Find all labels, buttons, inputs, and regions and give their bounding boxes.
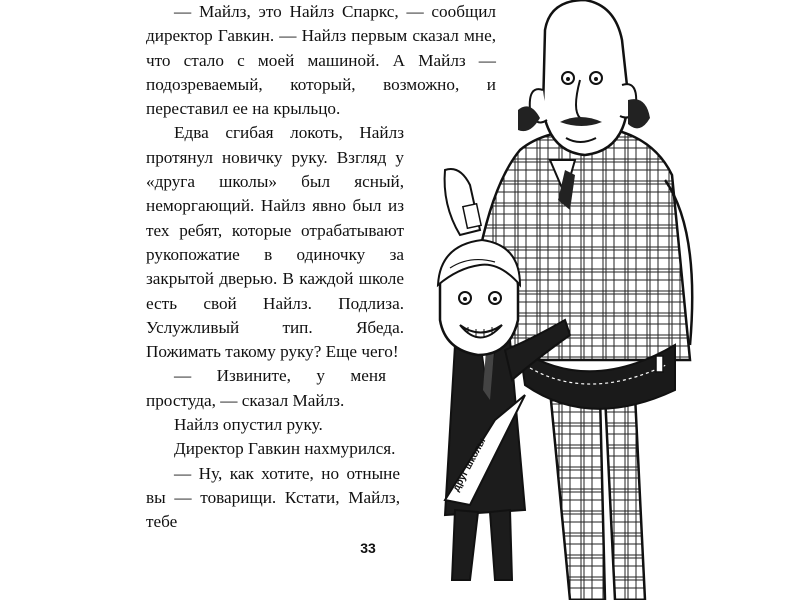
paragraph-5: Директор Гавкин нахмурился. bbox=[174, 439, 396, 459]
paragraph-1: — Майлз, это Найлз Спаркс, — сообщил директор Гавкин. — Найлз первым сказал мне, что стало с моей машиной. А Майлз — подозреваемый, который, возможно, и переставил ее на крыльцо. bbox=[146, 2, 496, 119]
paragraph-2: Едва сгибая локоть, Найлз протянул новичку руку. Взгляд у «друга школы» был ясный, неморгающий. Найлз явно был из тех ребят, которые отрабатывают рукопожатие в одиночку за закрытой дверью. В каждой школе есть свой Найлз. Подлиза. Услужливый тип. Ябеда. Пожимать такому руку? Еще чего! bbox=[146, 123, 404, 362]
paragraph-3: — Извините, у меня простуда, — сказал Майлз. bbox=[146, 366, 386, 410]
illustration-principal-and-student bbox=[400, 0, 800, 600]
paragraph-6: — Ну, как хотите, но отныне вы — товарищи. Кстати, Майлз, тебе bbox=[146, 463, 400, 532]
sash-label: друг школы bbox=[450, 436, 489, 494]
page-number: 33 bbox=[360, 540, 376, 556]
paragraph-4: Найлз опустил руку. bbox=[174, 415, 323, 435]
